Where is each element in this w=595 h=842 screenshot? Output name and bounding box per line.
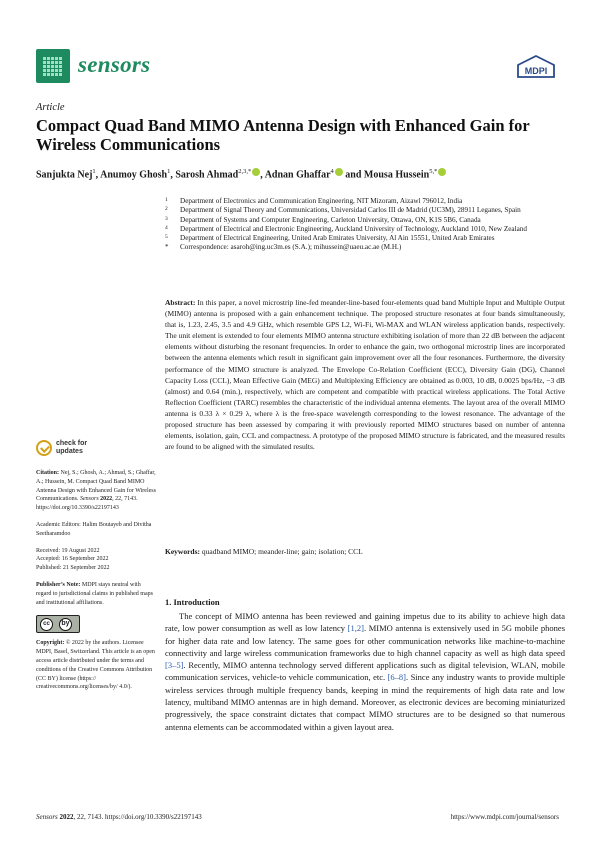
footer-doi-link[interactable]: , 22, 7143. https://doi.org/10.3390/s22197143 xyxy=(73,813,202,821)
check-for-updates-button[interactable]: check for updates xyxy=(36,440,156,460)
affiliations xyxy=(165,197,565,253)
copyright: Copyright: © 2022 by the authors. Licensee MDPI, Basel, Switzerland. This article is an open access article distributed under the terms and conditions of the Creative Commons Attribution (CC BY) license (https:// creativecommons.org/licenses/by/ 4.0/). xyxy=(36,640,155,691)
article-title: Compact Quad Band MIMO Antenna Design with Enhanced Gain for Wireless Communications xyxy=(36,116,530,154)
mdpi-logo-icon xyxy=(516,55,556,79)
author-affiliation-marker: 2,3,* xyxy=(238,168,252,175)
article-type: Article xyxy=(36,102,65,113)
citation: Citation: Nej, S.; Ghosh, A.; Ahmad, S.; Ghaffar, A.; Hussein, M. Compact Quad Band MIMO Antenna Design with Enhanced Gain for Wireless Communications. Sensors 2022, 22, 7143. https://doi.org/10.3390/s22197143 xyxy=(36,470,156,512)
affiliation-item xyxy=(165,206,565,215)
author-separator: , xyxy=(170,169,176,181)
checkmark-icon xyxy=(36,440,52,456)
author-affiliation-marker: 5,* xyxy=(429,168,438,175)
keywords xyxy=(165,546,565,557)
publisher-note: Publisher’s Note: MDPI stays neutral with regard to jurisdictional claims in published maps and institutional affiliations. xyxy=(36,581,153,606)
affiliation-item xyxy=(165,225,565,234)
affiliation-text: Department of Electrical Engineering, United Arab Emirates University, Al Ain 15551, United Arab Emirates xyxy=(180,234,495,243)
citation-link[interactable]: [6–8] xyxy=(387,672,407,683)
orcid-icon[interactable] xyxy=(335,168,343,176)
citation-doi-link[interactable]: , 22, 7143. https://doi.org/10.3390/s22197143 xyxy=(36,496,138,512)
affiliation-text: Department of Signal Theory and Communications, Universidad Carlos III de Madrid (UC3M), 28911 Leganes, Spain xyxy=(180,206,521,215)
author-separator: , xyxy=(260,169,265,181)
affiliation-text: Department of Electrical and Electronic Engineering, Auckland University of Technology, Auckland 1010, New Zealand xyxy=(180,224,527,233)
section-heading-introduction: 1. Introduction xyxy=(165,597,220,607)
affiliation-number: 1 xyxy=(165,197,168,203)
correspondence: * Correspondence: asaroh@ing.uc3m.es (S.A.); mihussein@uaeu.ac.ae (M.H.) xyxy=(165,243,402,252)
affiliation-number: 2 xyxy=(165,206,168,213)
author-separator: and xyxy=(342,169,364,181)
creative-commons-icon[interactable] xyxy=(36,615,80,633)
affiliation-item xyxy=(165,234,565,243)
author-name[interactable]: Sarosh Ahmad xyxy=(175,169,239,181)
author-list xyxy=(36,165,566,181)
affiliation-text: Department of Systems and Computer Engineering, Carleton University, Ottawa, ON, K1S 5B6, Canada xyxy=(180,215,481,224)
journal-logo-icon xyxy=(36,49,70,83)
author-name[interactable]: Adnan Ghaffar xyxy=(264,169,331,181)
introduction-paragraph: The concept of MIMO antenna has been reviewed and gaining impetus due to its ability to achieve high data rate, low power consumption as well as low latency [1,2]. MIMO antenna is extensively used in 5G mobile phones for higher data rate and low latency. The same goes for other communication networks like machine-to-machine connectivity and large wireless communication frameworks due to high channel capacity as well as high data speed [3–5]. Recently, MIMO antenna technology served different applications such as digital television, WLAN, mobile communication services, vehicle-to vehicle communication, etc. [6–8]. Since any industry wants to provide multiple wireless services through multiple frequency bands, keeping in mind the requirements of high data rate and low latency, multiband MIMO antennas are in high demand. Moreover, as electronic devices are becoming miniaturized progressively, the space constraint dictates that compact MIMO structures are to be designed so that numerous antenna elements can be accommodated within a given layout area. xyxy=(165,611,565,732)
sidebar xyxy=(36,440,156,700)
affiliation-number: 5 xyxy=(165,234,168,241)
keywords-text: quadband MIMO; meander-line; gain; isolation; CCL xyxy=(201,547,363,556)
journal-name: sensors xyxy=(78,52,151,77)
correspondence-emails[interactable]: Correspondence: asaroh@ing.uc3m.es (S.A.); mihussein@uaeu.ac.ae (M.H.) xyxy=(180,243,402,252)
by-icon: by xyxy=(59,618,72,631)
affiliation-number: 4 xyxy=(165,224,168,231)
author-name[interactable]: Mousa Hussein xyxy=(363,169,430,181)
citation-link[interactable]: [1,2] xyxy=(347,623,364,634)
author-affiliation-marker: 1 xyxy=(167,168,171,175)
author-name[interactable]: Anumoy Ghosh xyxy=(100,169,168,181)
author-affiliation-marker: 4 xyxy=(330,168,334,175)
footer-citation: Sensors 2022, 22, 7143. https://doi.org/10.3390/s22197143 xyxy=(36,813,202,821)
orcid-icon[interactable] xyxy=(438,168,446,176)
affiliation-text: Department of Electronics and Communication Engineering, NIT Mizoram, Aizawl 796012, India xyxy=(180,197,463,205)
abstract xyxy=(165,297,565,452)
author-name[interactable]: Sanjukta Nej xyxy=(36,169,93,181)
affiliation-item xyxy=(165,216,565,225)
citation-link[interactable]: [3–5] xyxy=(165,660,184,671)
academic-editors: Academic Editors: Halim Boutayeb and Divitha Seetharamdoo xyxy=(36,521,152,537)
keywords-label: Keywords: xyxy=(165,547,200,556)
dates: Received: 19 August 2022 Accepted: 16 September 2022 Published: 21 September 2022 xyxy=(36,547,110,572)
author-separator: , xyxy=(95,169,101,181)
mdpi-logo-text: MDPI xyxy=(524,66,548,76)
author-affiliation-marker: 1 xyxy=(92,168,96,175)
abstract-text: In this paper, a novel microstrip line-fed meander-line-based four-elements quad band Multiple Input and Multiple Output (MIMO) antenna is proposed with a gain enhancement technique. The proposed structure resonates at four bands simultaneously, that is, 1.23, 2.45, 3.5 and 4.9 GHz, which resemble GPS L2, Wi-Fi, Wi-MAX and WLAN wireless application bands, respectively. The unit element is extended to four elements MIMO antenna structure exhibiting isolation of more than 22 dB between the adjacent elements without disturbing the resonant frequencies. In order to enhance the gain, two orthogonal microstrip lines are incorporated between the antenna elements which result in significant gain improvement over all the four resonances. Furthermore, the diversity performance of the MIMO structure is analyzed. The Envelope Co-Relation Coefficient (ECC), Diversity Gain (DG), Channel Capacity Loss (CCL), Mean Effective Gain (MEG) and Multiplexing Efficiency are obtained as 0.003, 10 dB, 0.0025 bps/Hz, −3 dB (almost) and 0.64 (min.), respectively, which are competent and compatible with practical wireless applications. The Total Active Reflection Coefficient (TARC) resembles the characteristic of the individual antenna elements. The layout area of the overall MIMO antenna is 0.33 λ × 0.29 λ, where λ is the free-space wavelength corresponding to the lowest resonance. The advantage of the proposed structure has been assessed by comparing it with previously reported MIMO structures based on number of antenna elements, isolation, gain, CCL and compactness. A prototype of the proposed MIMO structure is fabricated, and the measured results are found to be aligned with the simulated results. xyxy=(165,298,566,452)
affiliation-number: 3 xyxy=(165,215,168,222)
affiliation-item xyxy=(165,197,565,206)
cc-icon: cc xyxy=(40,618,53,631)
footer-journal-url[interactable]: https://www.mdpi.com/journal/sensors xyxy=(450,813,559,821)
abstract-label: Abstract: xyxy=(165,298,196,307)
